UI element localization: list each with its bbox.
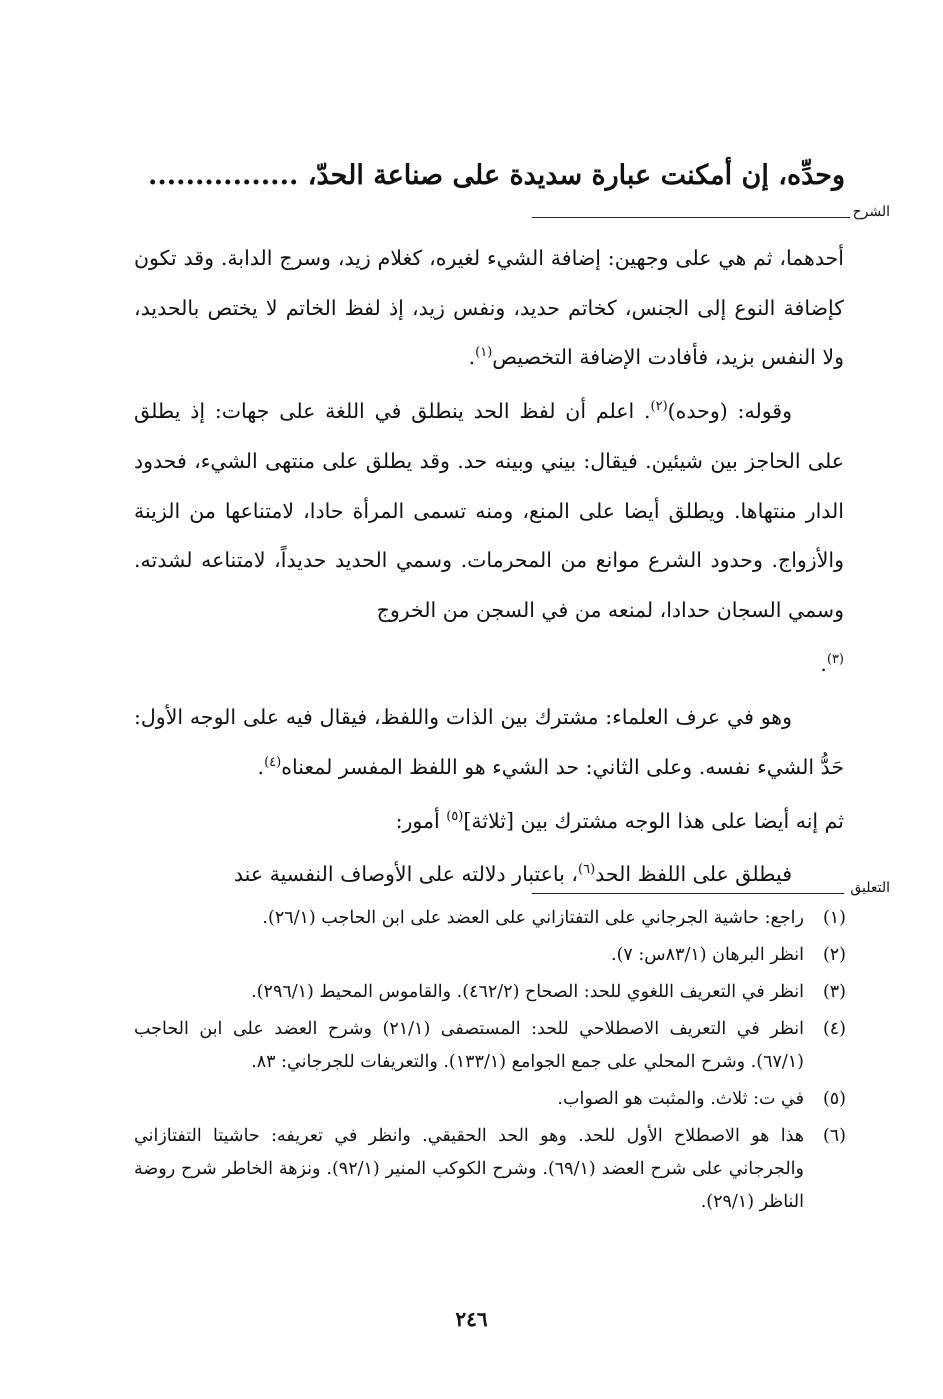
- footnote-number: (٣): [822, 982, 846, 1002]
- footnote-number: (٦): [822, 1126, 846, 1146]
- footnote: [134, 1013, 846, 1079]
- paragraph-text-end: .: [257, 755, 265, 780]
- footnote: [134, 1083, 846, 1116]
- paragraph-text: وقوله: (وحده): [667, 399, 792, 424]
- notes-label: التعليق: [850, 880, 890, 896]
- matn-line: وحدِّه، إن أمكنت عبارة سديدة على صناعة الحدّ، ................: [147, 160, 845, 191]
- paragraph-text-end: أمور:: [395, 808, 447, 833]
- footnote-mark: (٤): [264, 755, 282, 771]
- sharh-paragraph: [134, 640, 844, 690]
- footnote-mark: (٣): [826, 651, 844, 667]
- paragraph-text: أحدهما، ثم هي على وجهين: إضافة الشيء لغيره، كغلام زيد، وسرج الدابة. وقد تكون كإضافة النوع إلى الجنس، كخاتم حديد، ونفس زيد، إذ لفظ الخاتم لا يختص بالحديد، ولا النفس بزيد، فأفادت الإضافة التخصيص: [134, 246, 844, 370]
- footnote-text: انظر في التعريف الاصطلاحي للحد: المستصفى (٢١/١) وشرح العضد على ابن الحاجب (٦٧/١). وشرح المحلي على جمع الجوامع (١٣٣/١). والتعريفات للجرجاني: ٨٣.: [134, 1019, 805, 1072]
- sharh-divider: [532, 217, 850, 218]
- notes-divider: [532, 893, 844, 894]
- footnote-mark: (٥): [446, 808, 464, 824]
- sharh-label: الشرح: [852, 204, 890, 220]
- footnote: [134, 902, 846, 935]
- footnote-text: انظر في التعريف اللغوي للحد: الصحاح (٤٦٢/٢). والقاموس المحيط (٢٩٦/١).: [251, 982, 804, 1002]
- paragraph-text-end: ، باعتبار دلالته على الأوصاف النفسية عند: [233, 862, 579, 887]
- sharh-paragraph: [134, 693, 844, 792]
- footnote-mark: (١): [475, 345, 493, 361]
- footnote-mark: (٦): [578, 862, 596, 878]
- sharh-body: [134, 234, 844, 900]
- paragraph-text: فيطلق على اللفظ الحد: [595, 862, 792, 887]
- page-number: ٢٤٦: [455, 1307, 488, 1331]
- footnote: [134, 976, 846, 1009]
- footnote-number: (٢): [822, 945, 846, 965]
- footnote-number: (١): [822, 908, 846, 928]
- paragraph-text-end: . اعلم أن لفظ الحد ينطلق في اللغة على جهات: إذ يطلق على الحاجز بين شيئين. فيقال: بيني وبينه حد. وقد يطلق على منتهى الشيء، فحدود الدار منتهاها. ويطلق أيضا على المنع، ومنه تسمى المرأة حادا، لامتناعها من الزينة والأزواج. وحدود الشرع موانع من المحرمات. وسمي الحديد حديداً، لامتناعه لشدته. وسمي السجان حدادا، لمنعه من في السجن من الخروج: [134, 399, 844, 622]
- sharh-paragraph: [134, 387, 844, 636]
- footnote-text: راجع: حاشية الجرجاني على التفتازاني على العضد على ابن الحاجب (٢٦/١).: [262, 908, 804, 928]
- footnote-text: انظر البرهان (٨٣/١س: ٧).: [611, 945, 804, 965]
- footnote: [134, 1120, 846, 1219]
- footnote-number: (٤): [822, 1019, 846, 1039]
- footnote-number: (٥): [822, 1089, 846, 1109]
- paragraph-text: وهو في عرف العلماء: مشترك بين الذات واللفظ، فيقال فيه على الوجه الأول: حَدُّ الشيء نفسه. وعلى الثاني: حد الشيء هو اللفظ المفسر لمعناه: [134, 705, 844, 780]
- sharh-paragraph: [134, 234, 844, 383]
- footnote-mark: (٢): [650, 399, 668, 415]
- footnote: [134, 939, 846, 972]
- footnote-text: في ت: ثلاث. والمثبت هو الصواب.: [557, 1089, 804, 1109]
- paragraph-text-end: .: [468, 345, 476, 370]
- footnotes: [134, 902, 846, 1223]
- paragraph-text: ثم إنه أيضا على هذا الوجه مشترك بين [ثلاثة]: [463, 808, 844, 833]
- paragraph-text-end: .: [820, 651, 827, 676]
- footnote-text: هذا هو الاصطلاح الأول للحد. وهو الحد الحقيقي. وانظر في تعريفه: حاشيتا التفتازاني والجرجاني على شرح العضد (٦٩/١). وشرح الكوكب المنير (٩٢/١). ونزهة الخاطر شرح روضة الناظر (٢٩/١).: [134, 1126, 804, 1212]
- sharh-paragraph: [134, 797, 844, 847]
